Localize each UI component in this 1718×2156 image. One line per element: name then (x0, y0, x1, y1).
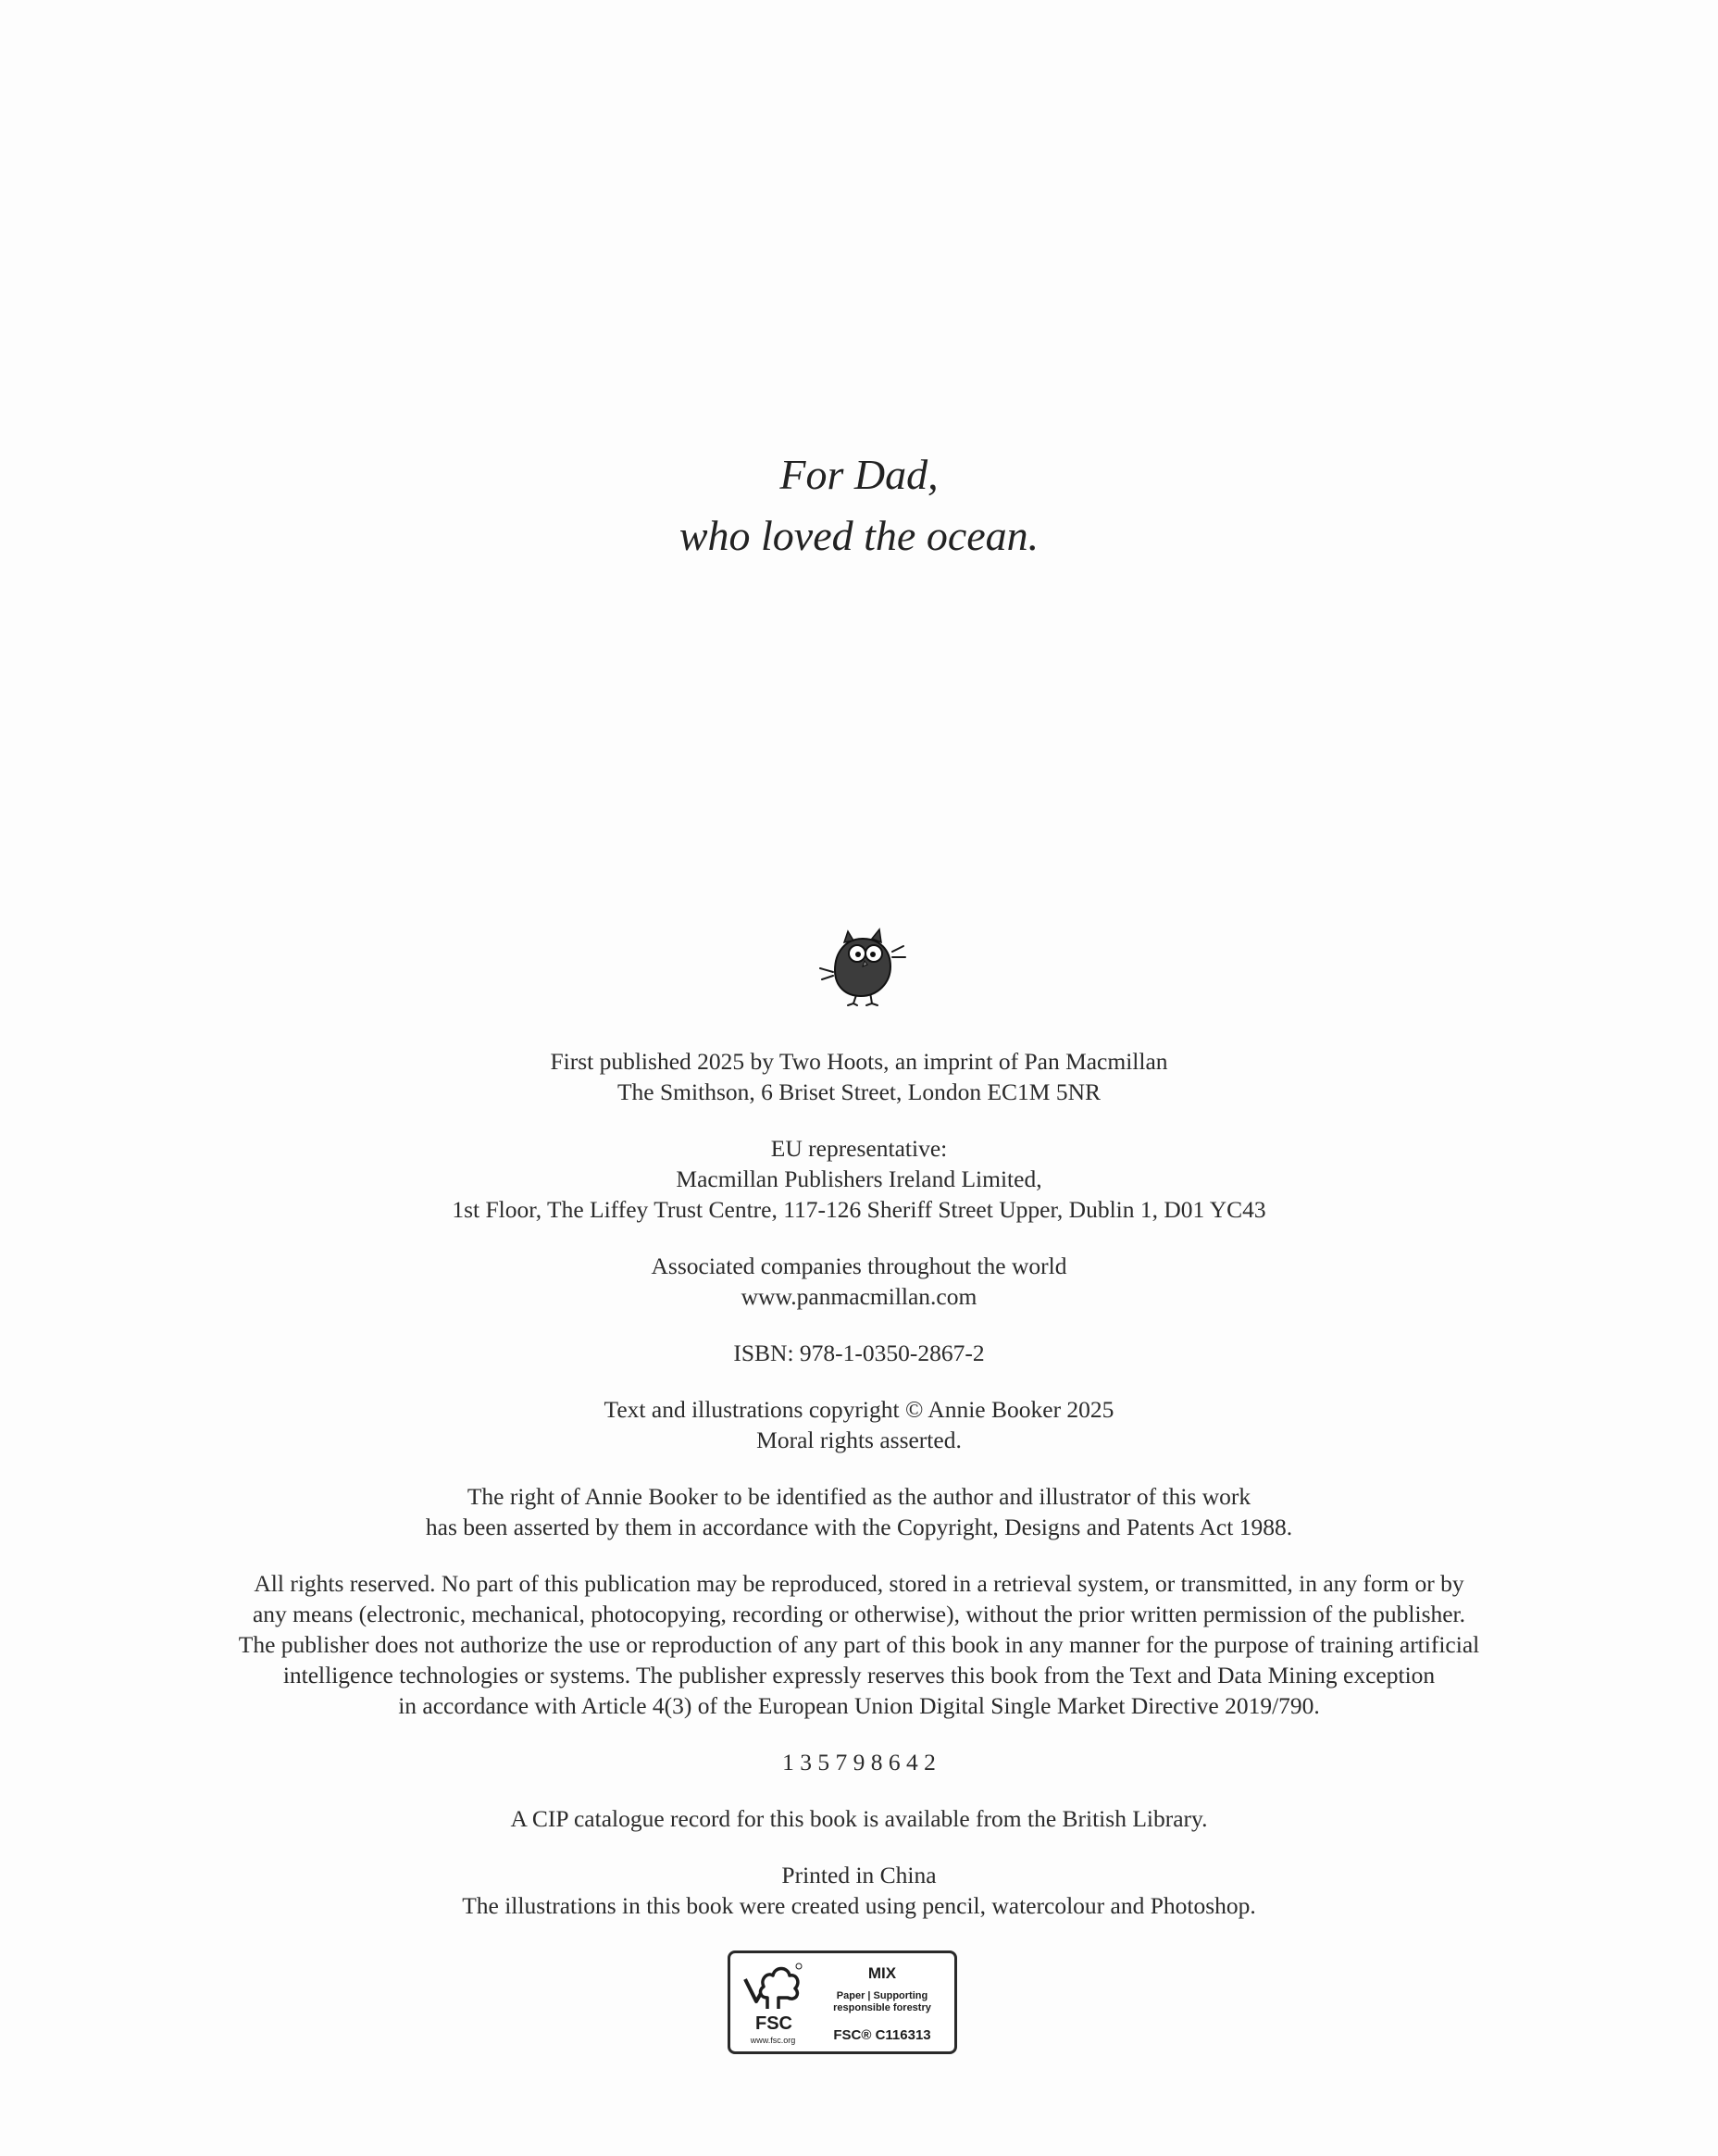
publisher-line-1: First published 2025 by Two Hoots, an imprint of Pan Macmillan (550, 1048, 1168, 1075)
owl-icon (816, 924, 909, 1007)
printed-line-1: Printed in China (781, 1862, 937, 1888)
copyright-block (93, 1394, 1625, 1455)
fsc-description (814, 1990, 951, 2014)
reserved-line-4: intelligence technologies or systems. The publisher expressly reserves this book from the Text and Data Mining exception (282, 1662, 1436, 1689)
fsc-desc-line-2: responsible forestry (833, 2002, 931, 2013)
author-rights-block (93, 1481, 1625, 1542)
dedication-line-2: who loved the ocean. (678, 512, 1040, 559)
associated-line-1: Associated companies throughout the world (651, 1252, 1067, 1279)
printing-line: 1 3 5 7 9 8 6 4 2 (782, 1749, 936, 1776)
cip-record: A CIP catalogue record for this book is available from the British Library. (510, 1805, 1208, 1832)
reserved-line-1: All rights reserved. No part of this publication may be reproduced, stored in a retrieval system, or transmitted, in any form or by (254, 1570, 1464, 1597)
publisher-website: www.panmacmillan.com (741, 1283, 977, 1310)
associated-companies-block (93, 1251, 1625, 1312)
printed-line-2: The illustrations in this book were created using pencil, watercolour and Photoshop. (462, 1892, 1256, 1919)
author-rights-line-2: has been asserted by them in accordance with the Copyright, Designs and Patents Act 1988. (425, 1514, 1293, 1540)
fsc-tree-icon (741, 1961, 804, 2016)
cip-block (93, 1803, 1625, 1834)
fsc-desc-line-1: Paper | Supporting (836, 1990, 928, 2001)
fsc-label (728, 1950, 957, 2054)
dedication-line-1: For Dad, (779, 451, 939, 498)
eu-rep-line-3: 1st Floor, The Liffey Trust Centre, 117-126 Sheriff Street Upper, Dublin 1, D01 YC43 (452, 1196, 1266, 1223)
imprint-details (93, 1046, 1625, 1947)
copyright-line-2: Moral rights asserted. (756, 1427, 962, 1453)
author-rights-line-1: The right of Annie Booker to be identified as the author and illustrator of this work (467, 1483, 1251, 1510)
reserved-line-2: any means (electronic, mechanical, photocopying, recording or otherwise), without the prior written permission of the publisher. (252, 1601, 1466, 1627)
fsc-url: www.fsc.org (750, 2036, 796, 2045)
publisher-block (93, 1046, 1625, 1107)
isbn-block (93, 1338, 1625, 1368)
printed-block (93, 1860, 1625, 1921)
eu-representative-block (93, 1133, 1625, 1225)
fsc-license-code: FSC® C116313 (833, 2027, 931, 2043)
reserved-line-3: The publisher does not authorize the use or reproduction of any part of this book in any manner for the purpose of training artificial (238, 1631, 1480, 1658)
dedication (0, 444, 1718, 567)
publisher-line-2: The Smithson, 6 Briset Street, London EC1M 5NR (616, 1078, 1102, 1105)
eu-rep-line-1: EU representative: (770, 1135, 948, 1162)
fsc-mix: MIX (867, 1964, 897, 1982)
isbn: ISBN: 978-1-0350-2867-2 (733, 1340, 985, 1366)
copyright-line-1: Text and illustrations copyright © Annie Booker 2025 (604, 1396, 1114, 1423)
eu-rep-line-2: Macmillan Publishers Ireland Limited, (676, 1165, 1042, 1192)
rights-reserved-block (93, 1568, 1625, 1721)
reserved-line-5: in accordance with Article 4(3) of the European Union Digital Single Market Directive 2019/790. (398, 1692, 1320, 1719)
fsc-brand: FSC (755, 2013, 792, 2034)
printing-line-block (93, 1747, 1625, 1777)
